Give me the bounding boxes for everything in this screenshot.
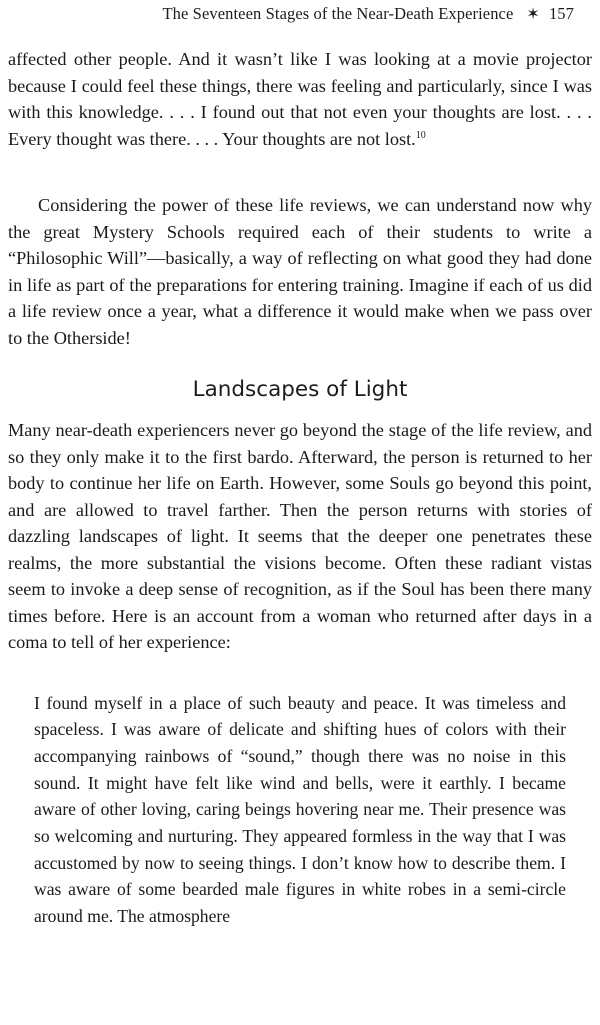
footnote-marker: 10 [415, 129, 426, 141]
section-heading: Landscapes of Light [192, 377, 408, 402]
running-title: The Seventeen Stages of the Near-Death Experience [162, 4, 514, 23]
star-ornament-icon: ✶ [526, 6, 540, 23]
quote-continued-text: affected other people. And it wasn’t like I was looking at a movie projector because I could feel these things, there was feeling and particularly, since I was with this knowledge. . . . I found out that not even your thoughts are lost. . . . Every thought was there. . . . Your thoughts are not lost. [8, 49, 592, 149]
paragraph-life-reviews: Considering the power of these life reviews, we can understand now why the great Mystery Schools required each of their students to write a “Philosophic Will”—basically, a way of reflecting on what good they had done in life as part of the preparations for entering training. Imagine if each of us did a life review once a year, what a difference it would make when we pass over to the Otherside! [8, 195, 592, 348]
block-quote-text: I found myself in a place of such beauty and peace. It was timeless and spaceless. I was aware of delicate and shifting hues of colors with their accompanying rainbows of “sound,” though there was no noise in this sound. It might have felt like wind and bells, were it earthly. I became aware of other loving, caring beings hovering near me. Their presence was so welcoming and nurturing. They appeared formless in the way that I was accustomed by now to seeing things. I don’t know how to describe them. I was aware of some bearded male figures in white robes in a semi-circle around me. The atmosphere [34, 692, 566, 927]
page-body [8, 46, 592, 930]
paragraph-landscapes: Many near-death experiencers never go beyond the stage of the life review, and so they only make it to the first bardo. Afterward, the person is returned to her body to continue her life on Earth. However, some Souls go beyond this point, and are allowed to travel farther. Then the person returns with stories of dazzling landscapes of light. It seems that the deeper one penetrates these realms, the more substantial the visions become. Often these radiant vistas seem to invoke a deep sense of recognition, as if the Soul has been there many times before. Here is an account from a woman who returned after days in a coma to tell of her experience: [8, 420, 592, 652]
page-number: 157 [548, 4, 574, 23]
block-quote [34, 690, 566, 930]
running-head [163, 4, 575, 24]
quote-continued [8, 46, 592, 152]
